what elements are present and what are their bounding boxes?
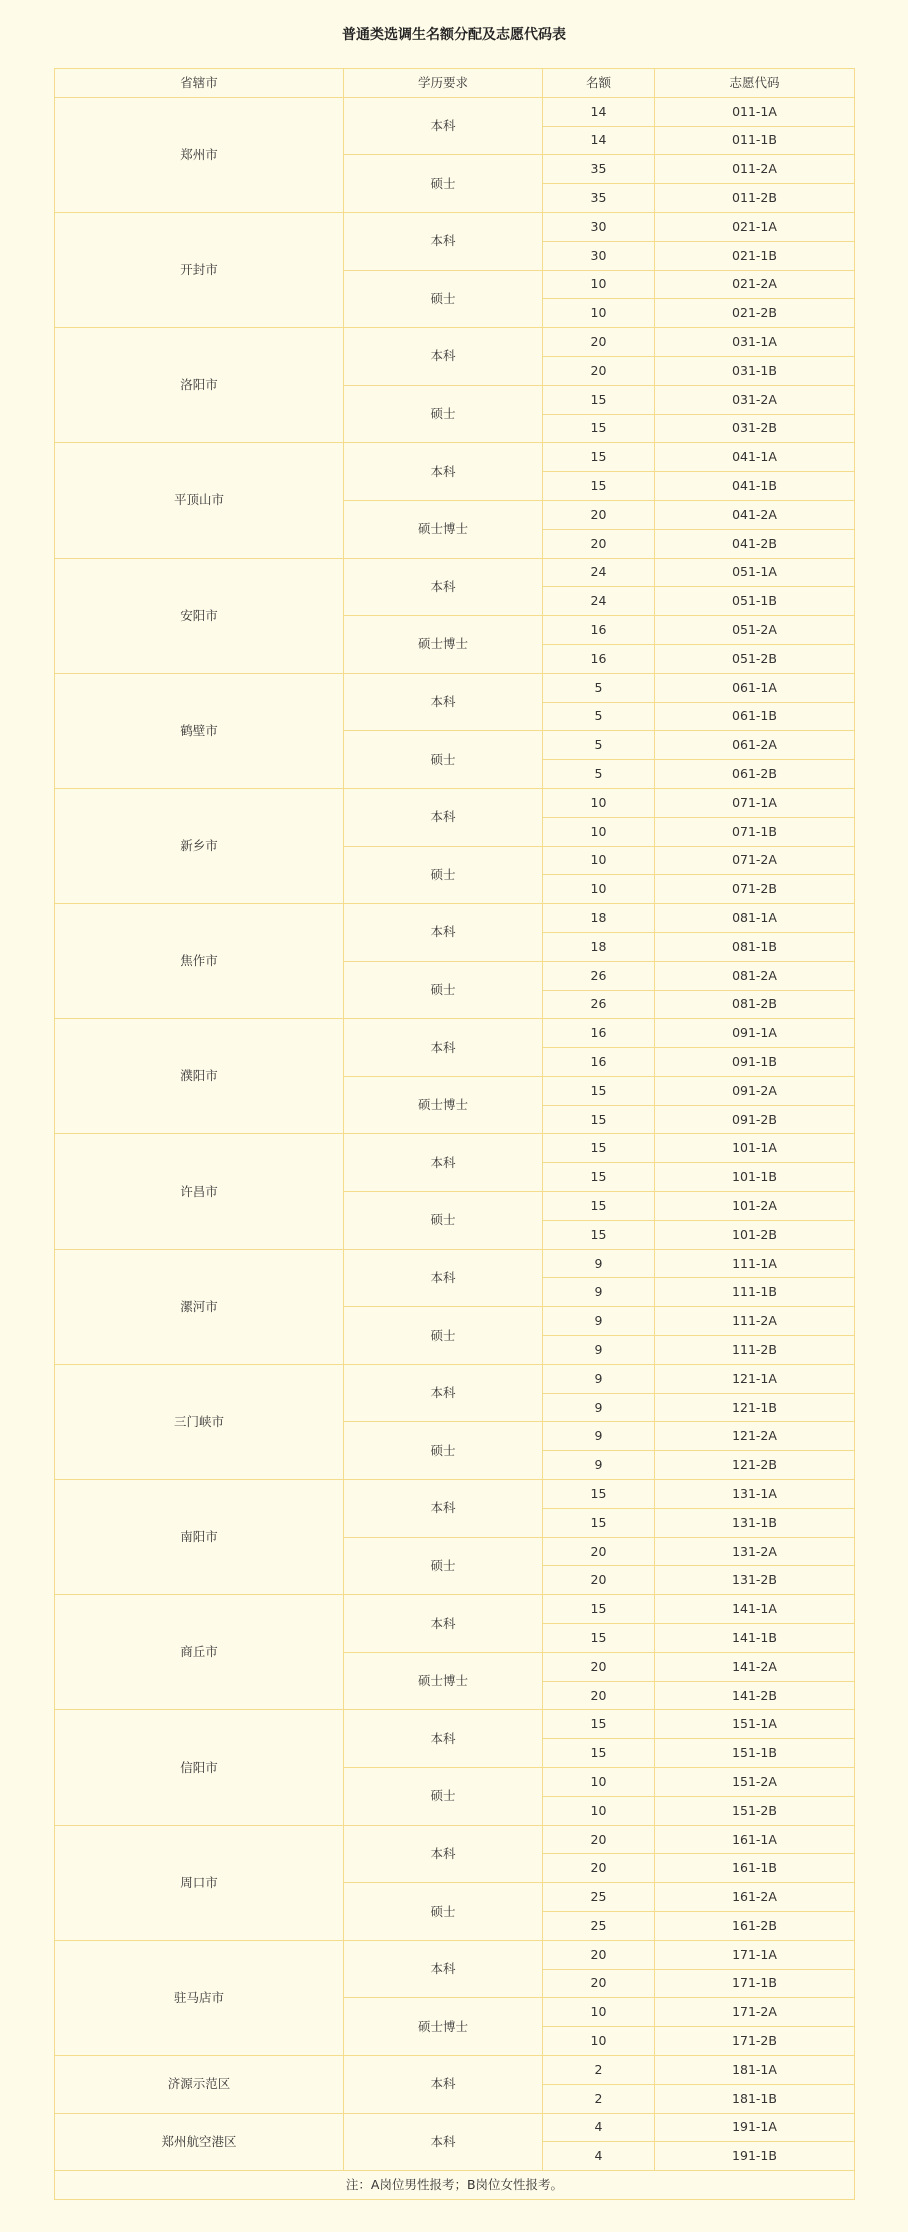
quota-cell: 26	[543, 961, 655, 990]
city-cell: 信阳市	[55, 1710, 344, 1825]
city-cell: 南阳市	[55, 1480, 344, 1595]
education-cell: 本科	[344, 1019, 543, 1077]
quota-table	[54, 68, 855, 2200]
education-cell: 硕士博士	[344, 1076, 543, 1134]
code-cell: 161-1B	[655, 1854, 855, 1883]
table-row	[55, 1249, 855, 1278]
code-cell: 091-2A	[655, 1076, 855, 1105]
code-cell: 161-1A	[655, 1825, 855, 1854]
quota-cell: 20	[543, 529, 655, 558]
quota-cell: 10	[543, 299, 655, 328]
quota-cell: 25	[543, 1883, 655, 1912]
code-cell: 071-2B	[655, 875, 855, 904]
quota-cell: 24	[543, 587, 655, 616]
education-cell: 本科	[344, 558, 543, 616]
code-cell: 171-2B	[655, 2027, 855, 2056]
quota-cell: 16	[543, 616, 655, 645]
table-row	[55, 673, 855, 702]
code-cell: 141-2B	[655, 1681, 855, 1710]
table-row	[55, 904, 855, 933]
code-cell: 101-1B	[655, 1163, 855, 1192]
code-cell: 081-1A	[655, 904, 855, 933]
quota-cell: 10	[543, 1796, 655, 1825]
table-row	[55, 1134, 855, 1163]
table-body	[55, 97, 855, 2170]
city-cell: 开封市	[55, 212, 344, 327]
education-cell: 硕士博士	[344, 500, 543, 558]
quota-cell: 20	[543, 1825, 655, 1854]
quota-cell: 20	[543, 1969, 655, 1998]
education-cell: 本科	[344, 2055, 543, 2113]
table-note: 注：A岗位男性报考；B岗位女性报考。	[55, 2171, 855, 2200]
code-cell: 151-1B	[655, 1739, 855, 1768]
code-cell: 141-1A	[655, 1595, 855, 1624]
education-cell: 本科	[344, 2113, 543, 2171]
code-cell: 141-1B	[655, 1624, 855, 1653]
code-cell: 151-1A	[655, 1710, 855, 1739]
code-cell: 111-1A	[655, 1249, 855, 1278]
code-cell: 051-1B	[655, 587, 855, 616]
education-cell: 本科	[344, 212, 543, 270]
quota-cell: 4	[543, 2142, 655, 2171]
code-cell: 071-2A	[655, 846, 855, 875]
education-cell: 硕士	[344, 270, 543, 328]
code-cell: 041-1A	[655, 443, 855, 472]
quota-cell: 9	[543, 1451, 655, 1480]
code-cell: 151-2A	[655, 1768, 855, 1797]
table-row	[55, 1364, 855, 1393]
city-cell: 鹤壁市	[55, 673, 344, 788]
city-cell: 焦作市	[55, 904, 344, 1019]
city-cell: 漯河市	[55, 1249, 344, 1364]
quota-cell: 10	[543, 846, 655, 875]
table-row	[55, 788, 855, 817]
education-cell: 本科	[344, 1825, 543, 1883]
table-row	[55, 1710, 855, 1739]
education-cell: 本科	[344, 673, 543, 731]
quota-cell: 10	[543, 1768, 655, 1797]
code-cell: 111-1B	[655, 1278, 855, 1307]
code-cell: 071-1B	[655, 817, 855, 846]
code-cell: 101-1A	[655, 1134, 855, 1163]
header-code: 志愿代码	[655, 69, 855, 98]
education-cell: 本科	[344, 904, 543, 962]
code-cell: 111-2A	[655, 1307, 855, 1336]
code-cell: 061-1A	[655, 673, 855, 702]
city-cell: 周口市	[55, 1825, 344, 1940]
quota-cell: 25	[543, 1912, 655, 1941]
quota-cell: 26	[543, 990, 655, 1019]
table-row	[55, 328, 855, 357]
quota-cell: 10	[543, 270, 655, 299]
quota-cell: 5	[543, 673, 655, 702]
quota-cell: 9	[543, 1364, 655, 1393]
code-cell: 171-1B	[655, 1969, 855, 1998]
education-cell: 硕士	[344, 1307, 543, 1365]
quota-cell: 15	[543, 1739, 655, 1768]
code-cell: 131-2A	[655, 1537, 855, 1566]
table-row	[55, 2113, 855, 2142]
table-row	[55, 1480, 855, 1509]
code-cell: 051-1A	[655, 558, 855, 587]
code-cell: 041-1B	[655, 472, 855, 501]
city-cell: 安阳市	[55, 558, 344, 673]
quota-cell: 10	[543, 817, 655, 846]
code-cell: 031-1B	[655, 356, 855, 385]
quota-cell: 5	[543, 731, 655, 760]
quota-cell: 10	[543, 788, 655, 817]
header-quota: 名额	[543, 69, 655, 98]
quota-cell: 9	[543, 1336, 655, 1365]
code-cell: 121-1A	[655, 1364, 855, 1393]
city-cell: 三门峡市	[55, 1364, 344, 1479]
code-cell: 121-2A	[655, 1422, 855, 1451]
header-city: 省辖市	[55, 69, 344, 98]
code-cell: 161-2A	[655, 1883, 855, 1912]
table-row	[55, 443, 855, 472]
quota-cell: 30	[543, 241, 655, 270]
quota-cell: 15	[543, 1220, 655, 1249]
quota-cell: 2	[543, 2084, 655, 2113]
code-cell: 191-1A	[655, 2113, 855, 2142]
code-cell: 131-1A	[655, 1480, 855, 1509]
table-row	[55, 97, 855, 126]
code-cell: 151-2B	[655, 1796, 855, 1825]
code-cell: 091-1A	[655, 1019, 855, 1048]
education-cell: 硕士博士	[344, 1652, 543, 1710]
quota-cell: 15	[543, 1076, 655, 1105]
code-cell: 091-2B	[655, 1105, 855, 1134]
quota-cell: 10	[543, 1998, 655, 2027]
education-cell: 本科	[344, 1134, 543, 1192]
education-cell: 硕士	[344, 1422, 543, 1480]
quota-cell: 16	[543, 644, 655, 673]
table-row	[55, 558, 855, 587]
code-cell: 121-1B	[655, 1393, 855, 1422]
quota-cell: 9	[543, 1249, 655, 1278]
quota-cell: 14	[543, 126, 655, 155]
city-cell: 郑州航空港区	[55, 2113, 344, 2171]
quota-cell: 15	[543, 1595, 655, 1624]
page-title: 普通类选调生名额分配及志愿代码表	[342, 27, 566, 43]
quota-cell: 16	[543, 1048, 655, 1077]
quota-cell: 15	[543, 1105, 655, 1134]
education-cell: 本科	[344, 788, 543, 846]
quota-cell: 15	[543, 1134, 655, 1163]
education-cell: 硕士	[344, 961, 543, 1019]
city-cell: 郑州市	[55, 97, 344, 212]
code-cell: 021-1B	[655, 241, 855, 270]
table-row	[55, 1595, 855, 1624]
city-cell: 濮阳市	[55, 1019, 344, 1134]
education-cell: 本科	[344, 1364, 543, 1422]
code-cell: 031-1A	[655, 328, 855, 357]
quota-cell: 15	[543, 1192, 655, 1221]
education-cell: 本科	[344, 1480, 543, 1538]
code-cell: 181-1A	[655, 2055, 855, 2084]
quota-cell: 9	[543, 1307, 655, 1336]
quota-cell: 15	[543, 414, 655, 443]
quota-cell: 10	[543, 2027, 655, 2056]
education-cell: 硕士	[344, 155, 543, 213]
city-cell: 新乡市	[55, 788, 344, 903]
code-cell: 081-2A	[655, 961, 855, 990]
header-education: 学历要求	[344, 69, 543, 98]
code-cell: 121-2B	[655, 1451, 855, 1480]
code-cell: 131-2B	[655, 1566, 855, 1595]
quota-cell: 20	[543, 1652, 655, 1681]
quota-cell: 9	[543, 1278, 655, 1307]
quota-cell: 9	[543, 1422, 655, 1451]
education-cell: 硕士	[344, 1192, 543, 1250]
code-cell: 091-1B	[655, 1048, 855, 1077]
quota-cell: 15	[543, 1508, 655, 1537]
quota-cell: 15	[543, 1710, 655, 1739]
education-cell: 本科	[344, 1940, 543, 1998]
quota-cell: 5	[543, 760, 655, 789]
table-header-row	[55, 69, 855, 98]
education-cell: 本科	[344, 1710, 543, 1768]
code-cell: 061-2A	[655, 731, 855, 760]
education-cell: 硕士	[344, 1768, 543, 1826]
code-cell: 061-2B	[655, 760, 855, 789]
code-cell: 031-2B	[655, 414, 855, 443]
quota-cell: 20	[543, 1537, 655, 1566]
city-cell: 平顶山市	[55, 443, 344, 558]
city-cell: 许昌市	[55, 1134, 344, 1249]
quota-cell: 2	[543, 2055, 655, 2084]
quota-cell: 16	[543, 1019, 655, 1048]
code-cell: 171-2A	[655, 1998, 855, 2027]
code-cell: 171-1A	[655, 1940, 855, 1969]
code-cell: 011-2A	[655, 155, 855, 184]
quota-cell: 35	[543, 184, 655, 213]
quota-cell: 35	[543, 155, 655, 184]
code-cell: 191-1B	[655, 2142, 855, 2171]
code-cell: 021-2B	[655, 299, 855, 328]
quota-cell: 18	[543, 932, 655, 961]
code-cell: 051-2A	[655, 616, 855, 645]
code-cell: 021-1A	[655, 212, 855, 241]
quota-cell: 20	[543, 356, 655, 385]
quota-cell: 4	[543, 2113, 655, 2142]
quota-cell: 30	[543, 212, 655, 241]
code-cell: 051-2B	[655, 644, 855, 673]
quota-cell: 20	[543, 328, 655, 357]
education-cell: 硕士	[344, 731, 543, 789]
code-cell: 081-2B	[655, 990, 855, 1019]
code-cell: 161-2B	[655, 1912, 855, 1941]
code-cell: 011-2B	[655, 184, 855, 213]
quota-cell: 15	[543, 1624, 655, 1653]
code-cell: 181-1B	[655, 2084, 855, 2113]
city-cell: 洛阳市	[55, 328, 344, 443]
city-cell: 驻马店市	[55, 1940, 344, 2055]
quota-cell: 20	[543, 1940, 655, 1969]
code-cell: 081-1B	[655, 932, 855, 961]
quota-cell: 5	[543, 702, 655, 731]
quota-cell: 20	[543, 1854, 655, 1883]
quota-cell: 14	[543, 97, 655, 126]
education-cell: 本科	[344, 97, 543, 155]
note-row	[55, 2171, 855, 2200]
table-row	[55, 1019, 855, 1048]
quota-cell: 20	[543, 1566, 655, 1595]
code-cell: 011-1A	[655, 97, 855, 126]
table-row	[55, 1825, 855, 1854]
code-cell: 131-1B	[655, 1508, 855, 1537]
table-row	[55, 1940, 855, 1969]
table-row	[55, 2055, 855, 2084]
code-cell: 011-1B	[655, 126, 855, 155]
quota-cell: 15	[543, 385, 655, 414]
quota-cell: 18	[543, 904, 655, 933]
quota-cell: 24	[543, 558, 655, 587]
quota-cell: 20	[543, 500, 655, 529]
quota-cell: 15	[543, 472, 655, 501]
code-cell: 021-2A	[655, 270, 855, 299]
education-cell: 硕士	[344, 846, 543, 904]
education-cell: 硕士	[344, 1537, 543, 1595]
city-cell: 济源示范区	[55, 2055, 344, 2113]
quota-cell: 15	[543, 1163, 655, 1192]
education-cell: 硕士	[344, 385, 543, 443]
education-cell: 本科	[344, 443, 543, 501]
code-cell: 061-1B	[655, 702, 855, 731]
quota-cell: 10	[543, 875, 655, 904]
code-cell: 141-2A	[655, 1652, 855, 1681]
education-cell: 硕士	[344, 1883, 543, 1941]
education-cell: 本科	[344, 1595, 543, 1653]
code-cell: 101-2B	[655, 1220, 855, 1249]
education-cell: 本科	[344, 328, 543, 386]
education-cell: 硕士博士	[344, 616, 543, 674]
code-cell: 041-2A	[655, 500, 855, 529]
education-cell: 硕士博士	[344, 1998, 543, 2056]
city-cell: 商丘市	[55, 1595, 344, 1710]
quota-cell: 15	[543, 1480, 655, 1509]
quota-cell: 15	[543, 443, 655, 472]
code-cell: 041-2B	[655, 529, 855, 558]
table-row	[55, 212, 855, 241]
education-cell: 本科	[344, 1249, 543, 1307]
code-cell: 071-1A	[655, 788, 855, 817]
quota-cell: 9	[543, 1393, 655, 1422]
code-cell: 031-2A	[655, 385, 855, 414]
code-cell: 101-2A	[655, 1192, 855, 1221]
quota-cell: 20	[543, 1681, 655, 1710]
code-cell: 111-2B	[655, 1336, 855, 1365]
